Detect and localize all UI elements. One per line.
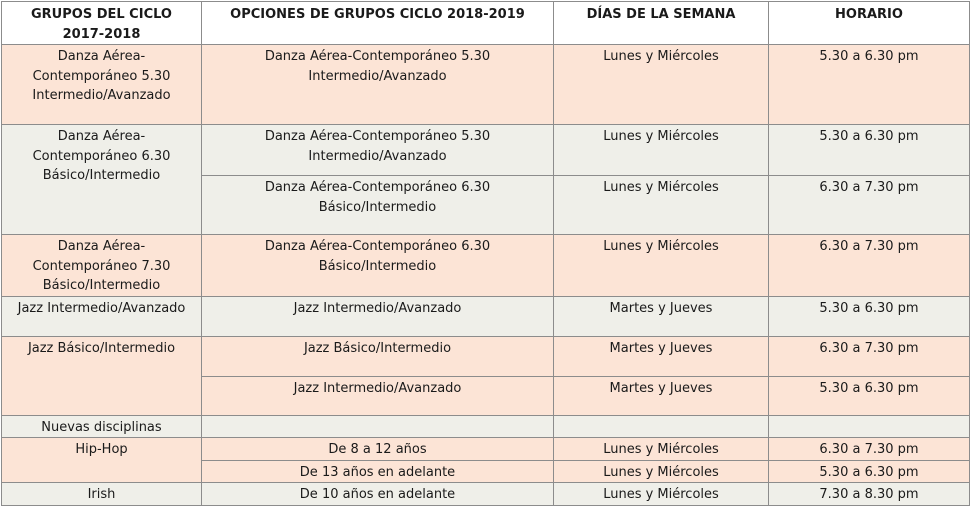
option-cell: De 8 a 12 años bbox=[202, 438, 554, 461]
option-cell: Danza Aérea-Contemporáneo 5.30 Intermedio/Avanzado bbox=[202, 45, 554, 125]
header-schedule: HORARIO bbox=[769, 2, 970, 45]
days-cell: Martes y Jueves bbox=[554, 296, 769, 336]
group-cell: Jazz Básico/Intermedio bbox=[2, 336, 202, 415]
table-row bbox=[2, 45, 970, 125]
time-cell: 6.30 a 7.30 pm bbox=[769, 438, 970, 461]
table-row bbox=[2, 235, 970, 297]
time-cell: 7.30 a 8.30 pm bbox=[769, 483, 970, 506]
time-cell: 6.30 a 7.30 pm bbox=[769, 235, 970, 297]
group-cell: Danza Aérea-Contemporáneo 7.30 Básico/Intermedio bbox=[2, 235, 202, 297]
time-cell: 6.30 a 7.30 pm bbox=[769, 176, 970, 235]
days-cell: Lunes y Miércoles bbox=[554, 45, 769, 125]
time-cell: 5.30 a 6.30 pm bbox=[769, 296, 970, 336]
table-row bbox=[2, 415, 970, 438]
time-cell bbox=[769, 415, 970, 438]
table-row bbox=[2, 438, 970, 461]
schedule-table bbox=[1, 1, 970, 506]
days-cell: Lunes y Miércoles bbox=[554, 460, 769, 483]
option-cell: Jazz Intermedio/Avanzado bbox=[202, 376, 554, 415]
days-cell bbox=[554, 415, 769, 438]
days-cell: Lunes y Miércoles bbox=[554, 438, 769, 461]
table-row bbox=[2, 336, 970, 376]
days-cell: Martes y Jueves bbox=[554, 376, 769, 415]
group-cell: Irish bbox=[2, 483, 202, 506]
days-cell: Lunes y Miércoles bbox=[554, 125, 769, 176]
days-cell: Lunes y Miércoles bbox=[554, 176, 769, 235]
group-cell: Nuevas disciplinas bbox=[2, 415, 202, 438]
header-row bbox=[2, 2, 970, 45]
option-cell: Danza Aérea-Contemporáneo 6.30 Básico/Intermedio bbox=[202, 235, 554, 297]
days-cell: Lunes y Miércoles bbox=[554, 235, 769, 297]
group-cell: Danza Aérea-Contemporáneo 6.30 Básico/Intermedio bbox=[2, 125, 202, 235]
time-cell: 5.30 a 6.30 pm bbox=[769, 125, 970, 176]
option-cell: Danza Aérea-Contemporáneo 5.30 Intermedio/Avanzado bbox=[202, 125, 554, 176]
days-cell: Martes y Jueves bbox=[554, 336, 769, 376]
table-row bbox=[2, 296, 970, 336]
days-cell: Lunes y Miércoles bbox=[554, 483, 769, 506]
option-cell: Danza Aérea-Contemporáneo 6.30 Básico/Intermedio bbox=[202, 176, 554, 235]
option-cell: Jazz Intermedio/Avanzado bbox=[202, 296, 554, 336]
group-cell: Jazz Intermedio/Avanzado bbox=[2, 296, 202, 336]
header-groups-2017-2018: GRUPOS DEL CICLO 2017-2018 bbox=[2, 2, 202, 45]
time-cell: 5.30 a 6.30 pm bbox=[769, 460, 970, 483]
time-cell: 5.30 a 6.30 pm bbox=[769, 45, 970, 125]
header-days: DÍAS DE LA SEMANA bbox=[554, 2, 769, 45]
header-options-2018-2019: OPCIONES DE GRUPOS CICLO 2018-2019 bbox=[202, 2, 554, 45]
time-cell: 5.30 a 6.30 pm bbox=[769, 376, 970, 415]
option-cell: De 13 años en adelante bbox=[202, 460, 554, 483]
table-row bbox=[2, 125, 970, 176]
time-cell: 6.30 a 7.30 pm bbox=[769, 336, 970, 376]
group-cell: Danza Aérea-Contemporáneo 5.30 Intermedio/Avanzado bbox=[2, 45, 202, 125]
group-cell: Hip-Hop bbox=[2, 438, 202, 483]
option-cell: De 10 años en adelante bbox=[202, 483, 554, 506]
option-cell: Jazz Básico/Intermedio bbox=[202, 336, 554, 376]
option-cell bbox=[202, 415, 554, 438]
